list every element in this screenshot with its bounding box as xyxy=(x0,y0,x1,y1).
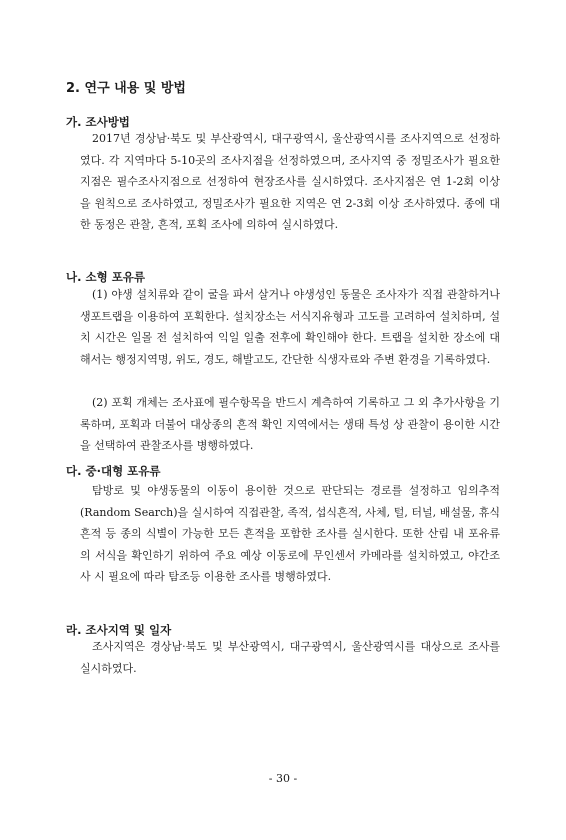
subsection-heading-survey-method: 가. 조사방법 xyxy=(66,115,130,129)
paragraph-large-mammals: 탐방로 및 야생동물의 이동이 용이한 것으로 판단되는 경로를 설정하고 임의추적(Random Search)을 실시하여 직접관찰, 족적, 섭식흔적, 사체, 털, 터널, 배설물, 휴식흔적 등 종의 식별이 가능한 모든 흔적을 포함한 조사를 실시한다. 또한 산림 내 포유류의 서식을 확인하기 위하여 주요 예상 이동로에 무인센서 카메라를 설치하였고, 야간조사 시 필요에 따라 탐조등 이용한 조사를 병행하였다. xyxy=(80,484,500,584)
page-number: - 30 - xyxy=(268,772,298,785)
paragraph-survey-method: 2017년 경상남·북도 및 부산광역시, 대구광역시, 울산광역시를 조사지역으로 선정하였다. 각 지역마다 5-10곳의 조사지점을 선정하였으며, 조사지역 중 정밀조사가 필요한 지점은 필수조사지점으로 선정하여 현장조사를 실시하였다. 조사지점은 연 1-2회 이상을 원칙으로 조사하였고, 정밀조사가 필요한 지역은 연 2-3회 이상 조사하였다. 종에 대한 동정은 관찰, 흔적, 포획 조사에 의하여 실시하였다. xyxy=(80,132,500,232)
section-title: 2. 연구 내용 및 방법 xyxy=(66,81,186,96)
subsection-heading-large-mammals: 다. 중·대형 포유류 xyxy=(66,464,161,478)
subsection-heading-survey-area: 라. 조사지역 및 일자 xyxy=(66,623,172,637)
paragraph-small-mammals-1: (1) 야생 설치류와 같이 굴을 파서 살거나 야생성인 동물은 조사자가 직접 관찰하거나 생포트랩을 이용하여 포획한다. 설치장소는 서식지유형과 고도를 고려하여 설치하며, 설치 시간은 일몰 전 설치하여 익일 일출 전후에 확인해야 한다. 트랩을 설치한 장소에 대해서는 행정지역명, 위도, 경도, 해발고도, 간단한 식생자료와 주변 환경을 기록하였다. xyxy=(80,288,500,366)
paragraph-small-mammals-2: (2) 포획 개체는 조사표에 필수항목을 반드시 계측하여 기록하고 그 외 추가사항을 기록하며, 포획과 더불어 대상종의 흔적 확인 지역에서는 생태 특성 상 관찰이 용이한 시간을 선택하여 관찰조사를 병행하였다. xyxy=(80,396,500,453)
paragraph-survey-area: 조사지역은 경상남·북도 및 부산광역시, 대구광역시, 울산광역시를 대상으로 조사를 실시하였다. xyxy=(80,640,500,675)
subsection-heading-small-mammals: 나. 소형 포유류 xyxy=(66,270,146,284)
